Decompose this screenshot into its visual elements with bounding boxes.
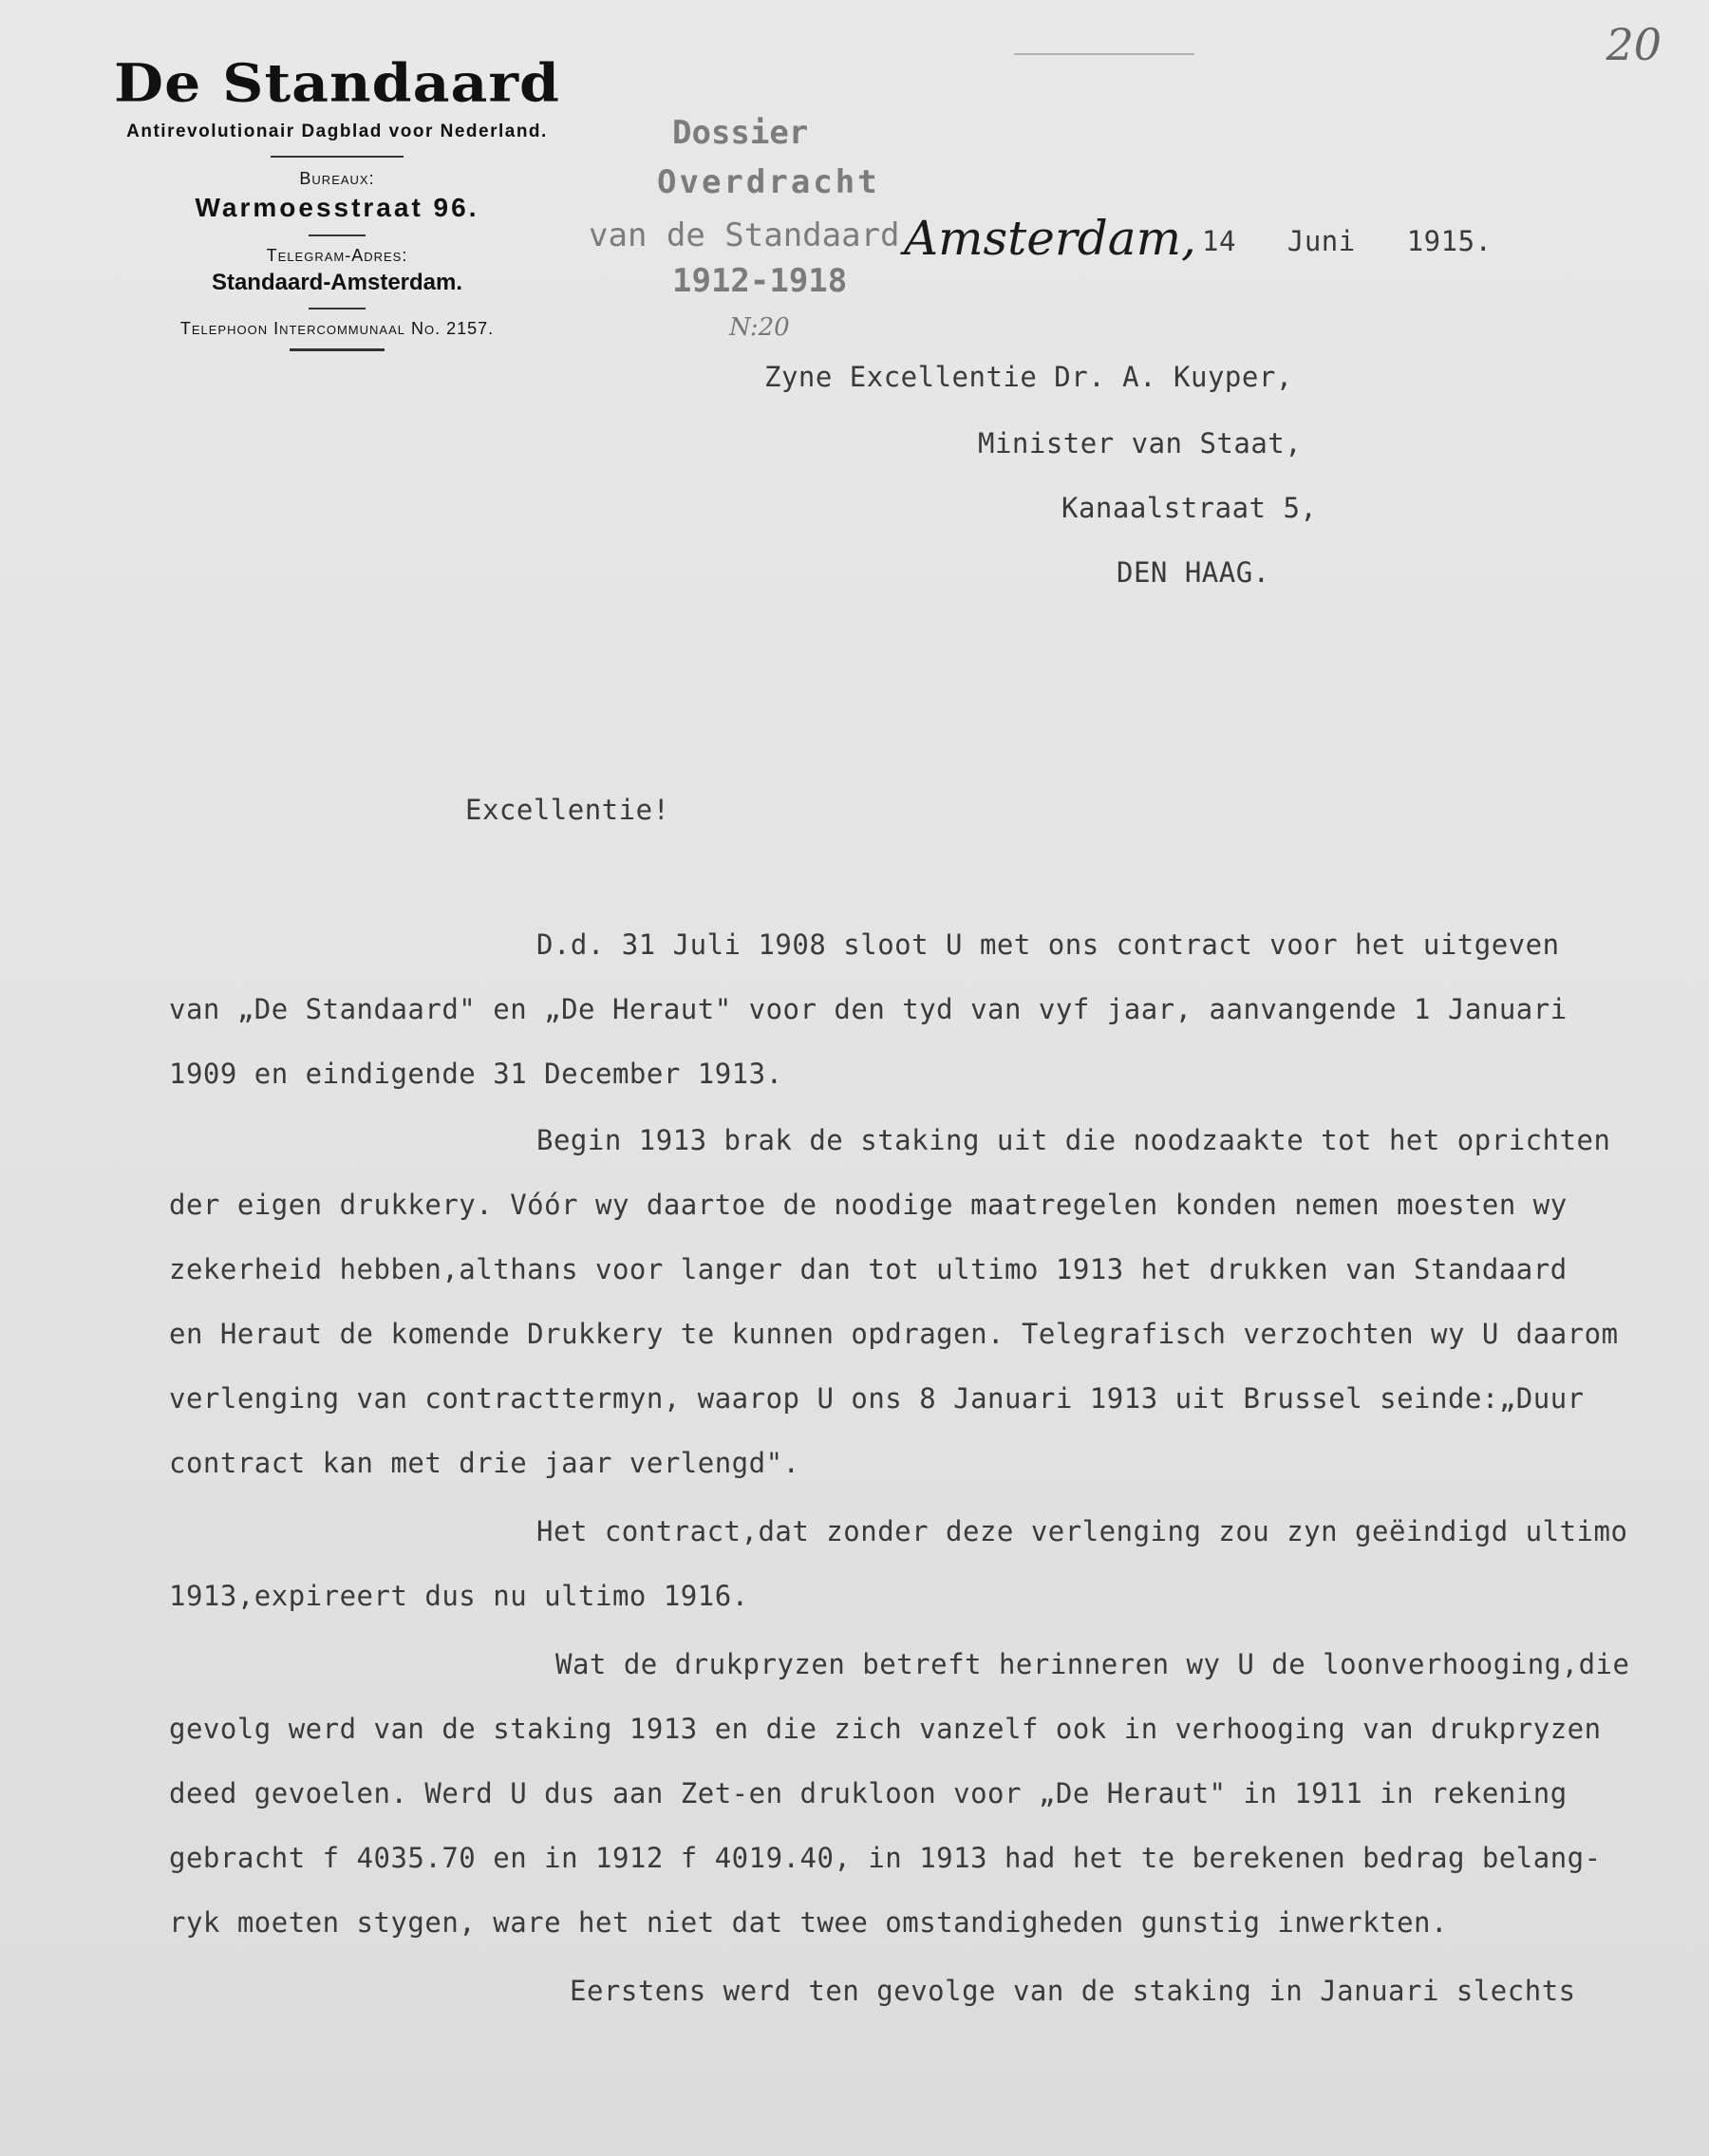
decorative-rule [1014, 53, 1194, 55]
body-line: 1909 en eindigende 31 December 1913. [169, 1058, 783, 1090]
body-line: verlenging van contracttermyn, waarop U ons 8 Januari 1913 uit Brussel seinde:„Duur [169, 1382, 1585, 1415]
body-line: gebracht f 4035.70 en in 1912 f 4019.40, in 1913 had het te berekenen bedrag belang- [169, 1842, 1602, 1874]
addressee-line3: Kanaalstraat 5, [1061, 492, 1318, 524]
body-line: en Heraut de komende Drukkery te kunnen opdragen. Telegrafisch verzochten wy U daarom [169, 1318, 1619, 1350]
letterhead [57, 49, 617, 351]
body-line: Wat de drukpryzen betreft herinneren wy U de loonverhooging,die [555, 1648, 1630, 1680]
letterhead-rule [309, 308, 366, 309]
body-line: Het contract,dat zonder deze verlenging zou zyn geëindigd ultimo [536, 1515, 1628, 1547]
handwritten-note: N:20 [729, 313, 790, 342]
letterhead-rule [271, 156, 404, 158]
telegram-address: Standaard-Amsterdam. [211, 270, 463, 295]
bureaux-address: Warmoesstraat 96. [195, 193, 479, 222]
page-number: 20 [1606, 19, 1662, 70]
dossier-stamp-line3: van de Standaard [589, 216, 900, 254]
body-line: deed gevoelen. Werd U dus aan Zet-en drukloon voor „De Heraut" in 1911 in rekening [169, 1777, 1568, 1809]
date-year: 1915. [1406, 225, 1493, 257]
salutation: Excellentie! [465, 794, 670, 826]
addressee-line2: Minister van Staat, [978, 427, 1303, 459]
body-line: contract kan met drie jaar verlengd". [169, 1447, 800, 1479]
addressee-line4: DEN HAAG. [1117, 556, 1270, 589]
body-line: D.d. 31 Juli 1908 sloot U met ons contract voor het uitgeven [536, 928, 1560, 961]
body-line: der eigen drukkery. Vóór wy daartoe de noodige maatregelen konden nemen moesten wy [169, 1189, 1568, 1221]
bureaux-label: Bureaux: [299, 169, 375, 188]
dossier-stamp-line4: 1912-1918 [672, 262, 848, 300]
letterhead-subtitle: Antirevolutionair Dagblad voor Nederland. [126, 122, 548, 141]
body-line: van „De Standaard" en „De Heraut" voor den tyd van vyf jaar, aanvangende 1 Januari [169, 993, 1568, 1025]
body-line: ryk moeten stygen, ware het niet dat twee omstandigheden gunstig inwerkten. [169, 1906, 1448, 1939]
date-day: 14 [1202, 225, 1236, 257]
letter-date [1202, 225, 1493, 257]
body-line: gevolg werd van de staking 1913 en die zich vanzelf ook in verhooging van drukpryzen [169, 1713, 1602, 1745]
telephone-line: Telephoon Intercommunaal No. 2157. [179, 319, 495, 338]
letterhead-title: De Standaard [114, 52, 560, 115]
letterhead-rule [309, 234, 366, 236]
addressee-line1: Zyne Excellentie Dr. A. Kuyper, [764, 361, 1293, 393]
body-line: Eerstens werd ten gevolge van de staking in Januari slechts [570, 1975, 1576, 2007]
body-line: zekerheid hebben,althans voor langer dan tot ultimo 1913 het drukken van Standaard [169, 1253, 1568, 1285]
place-name: Amsterdam, [904, 211, 1196, 266]
dossier-stamp-line2: Overdracht [657, 163, 880, 201]
body-line: 1913,expireert dus nu ultimo 1916. [169, 1580, 749, 1612]
letterhead-rule [290, 348, 385, 351]
date-month: Juni [1286, 225, 1356, 257]
body-line: Begin 1913 brak de staking uit die noodzaakte tot het oprichten [536, 1124, 1611, 1156]
telegram-label: Telegram-Adres: [266, 246, 408, 265]
dossier-stamp-line1: Dossier [672, 114, 809, 152]
